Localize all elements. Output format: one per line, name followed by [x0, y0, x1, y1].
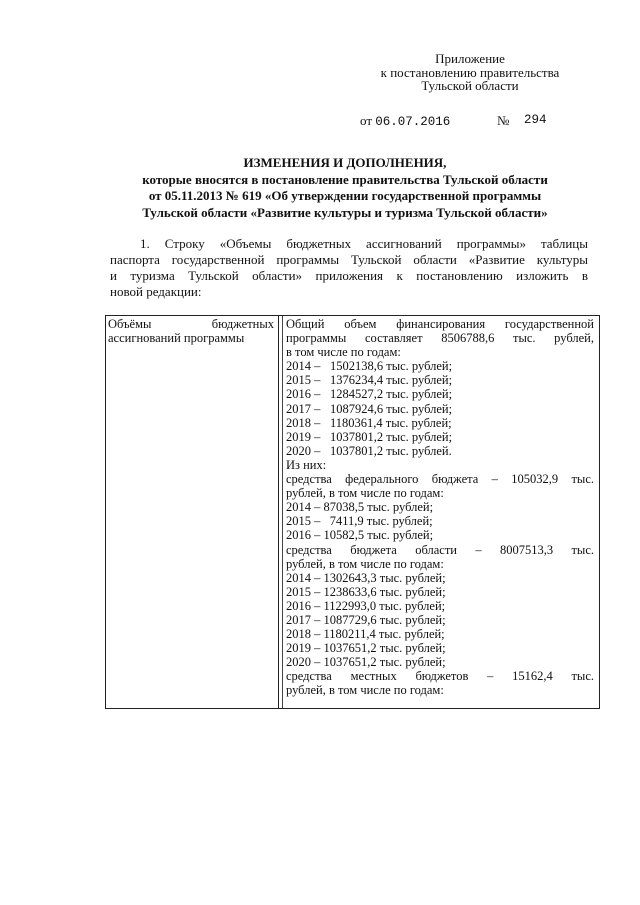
total-year-row: [286, 430, 594, 444]
federal-budget-line: рублей, в том числе по годам:: [286, 486, 444, 501]
heading-line-1: ИЗМЕНЕНИЯ И ДОПОЛНЕНИЯ,: [243, 155, 447, 170]
date-number-line: [360, 113, 547, 129]
document-date: 06.07.2016: [375, 115, 451, 129]
total-year-row: [286, 402, 594, 416]
appendix-line-2: к постановлению правительства: [380, 64, 560, 80]
total-year-row: [286, 444, 594, 458]
paragraph-line: и туризма Тульской области» приложения к постановлению изложить в: [110, 268, 588, 283]
total-year-row: [286, 416, 594, 430]
heading-line-2: которые вносятся в постановление правительства Тульской области: [142, 171, 548, 187]
regional-year-row: 2017 – 1087729,6 тыс. рублей;: [286, 612, 446, 627]
regional-budget-line: средства бюджета области – 8007513,3 тыс.: [286, 542, 594, 557]
local-budget-line: средства местных бюджетов – 15162,4 тыс.: [286, 669, 594, 684]
federal-budget-line: средства федерального бюджета – 105032,9 тыс.: [286, 472, 594, 487]
year-amount: 1037801,2 тыс. рублей;: [330, 429, 453, 444]
table-column-divider-inner: [282, 316, 283, 709]
regional-year-row: 2019 – 1037651,2 тыс. рублей;: [286, 641, 446, 656]
year-label: 2014 –: [286, 359, 321, 374]
paragraph-line: 1. Строку «Объемы бюджетных ассигнований программы» таблицы: [140, 236, 588, 251]
intro-line: Общий объем финансирования государственной: [286, 317, 594, 331]
total-year-row: [286, 373, 594, 387]
intro-line: программы составляет 8506788,6 тыс. рублей,: [286, 331, 594, 346]
year-label: 2016 –: [286, 387, 321, 402]
number-sign: №: [497, 113, 510, 128]
year-label: 2019 –: [286, 429, 321, 444]
federal-year-row: 2015 – 7411,9 тыс. рублей;: [286, 514, 433, 529]
appendix-title: Приложение: [435, 51, 505, 66]
year-amount: 1502138,6 тыс. рублей;: [330, 359, 453, 374]
regional-budget-line: рублей, в том числе по годам:: [286, 556, 444, 571]
year-amount: 1087924,6 тыс. рублей;: [330, 401, 453, 416]
year-label: 2015 –: [286, 373, 321, 388]
paragraph-line: новой редакции:: [110, 284, 202, 299]
table-bottom-border: [106, 708, 599, 709]
of-them-label: Из них:: [286, 457, 327, 472]
heading-line-4: Тульской области «Развитие культуры и туризма Тульской области»: [142, 204, 548, 220]
regional-year-row: 2015 – 1238633,6 тыс. рублей;: [286, 584, 446, 599]
regional-year-row: 2018 – 1180211,4 тыс. рублей;: [286, 627, 445, 642]
from-label: от: [360, 113, 373, 128]
year-amount: 1037801,2 тыс. рублей.: [330, 443, 452, 458]
row-label-line-2: ассигнований программы: [108, 331, 245, 345]
document-number: 294: [524, 113, 547, 127]
federal-year-row: 2016 – 10582,5 тыс. рублей;: [286, 528, 434, 543]
table-row-value: [286, 317, 594, 698]
budget-table: [105, 315, 600, 709]
table-row-label: [108, 317, 274, 345]
total-year-row: [286, 387, 594, 401]
changes-heading: [100, 155, 590, 221]
regional-year-row: 2014 – 1302643,3 тыс. рублей;: [286, 570, 446, 585]
appendix-line-3: Тульской области: [421, 78, 519, 93]
table-column-divider: [278, 316, 279, 709]
intro-line: в том числе по годам:: [286, 345, 401, 360]
regional-year-row: 2020 – 1037651,2 тыс. рублей;: [286, 655, 446, 670]
total-year-row: [286, 359, 594, 373]
year-label: 2020 –: [286, 443, 321, 458]
federal-year-row: 2014 – 87038,5 тыс. рублей;: [286, 500, 434, 515]
year-amount: 1180361,4 тыс. рублей;: [330, 415, 452, 430]
year-amount: 1284527,2 тыс. рублей;: [330, 387, 453, 402]
year-amount: 1376234,4 тыс. рублей;: [330, 373, 453, 388]
row-label-line-1: Объёмы бюджетных: [108, 317, 274, 331]
appendix-block: [350, 52, 590, 93]
item-1-paragraph: [110, 236, 588, 300]
year-label: 2017 –: [286, 401, 321, 416]
heading-line-3: от 05.11.2013 № 619 «Об утверждении государственной программы: [148, 188, 542, 203]
regional-year-row: 2016 – 1122993,0 тыс. рублей;: [286, 598, 446, 613]
local-budget-line: рублей, в том числе по годам:: [286, 683, 444, 698]
paragraph-line: паспорта государственной программы Тульской области «Развитие культуры: [110, 252, 588, 267]
year-label: 2018 –: [286, 415, 321, 430]
